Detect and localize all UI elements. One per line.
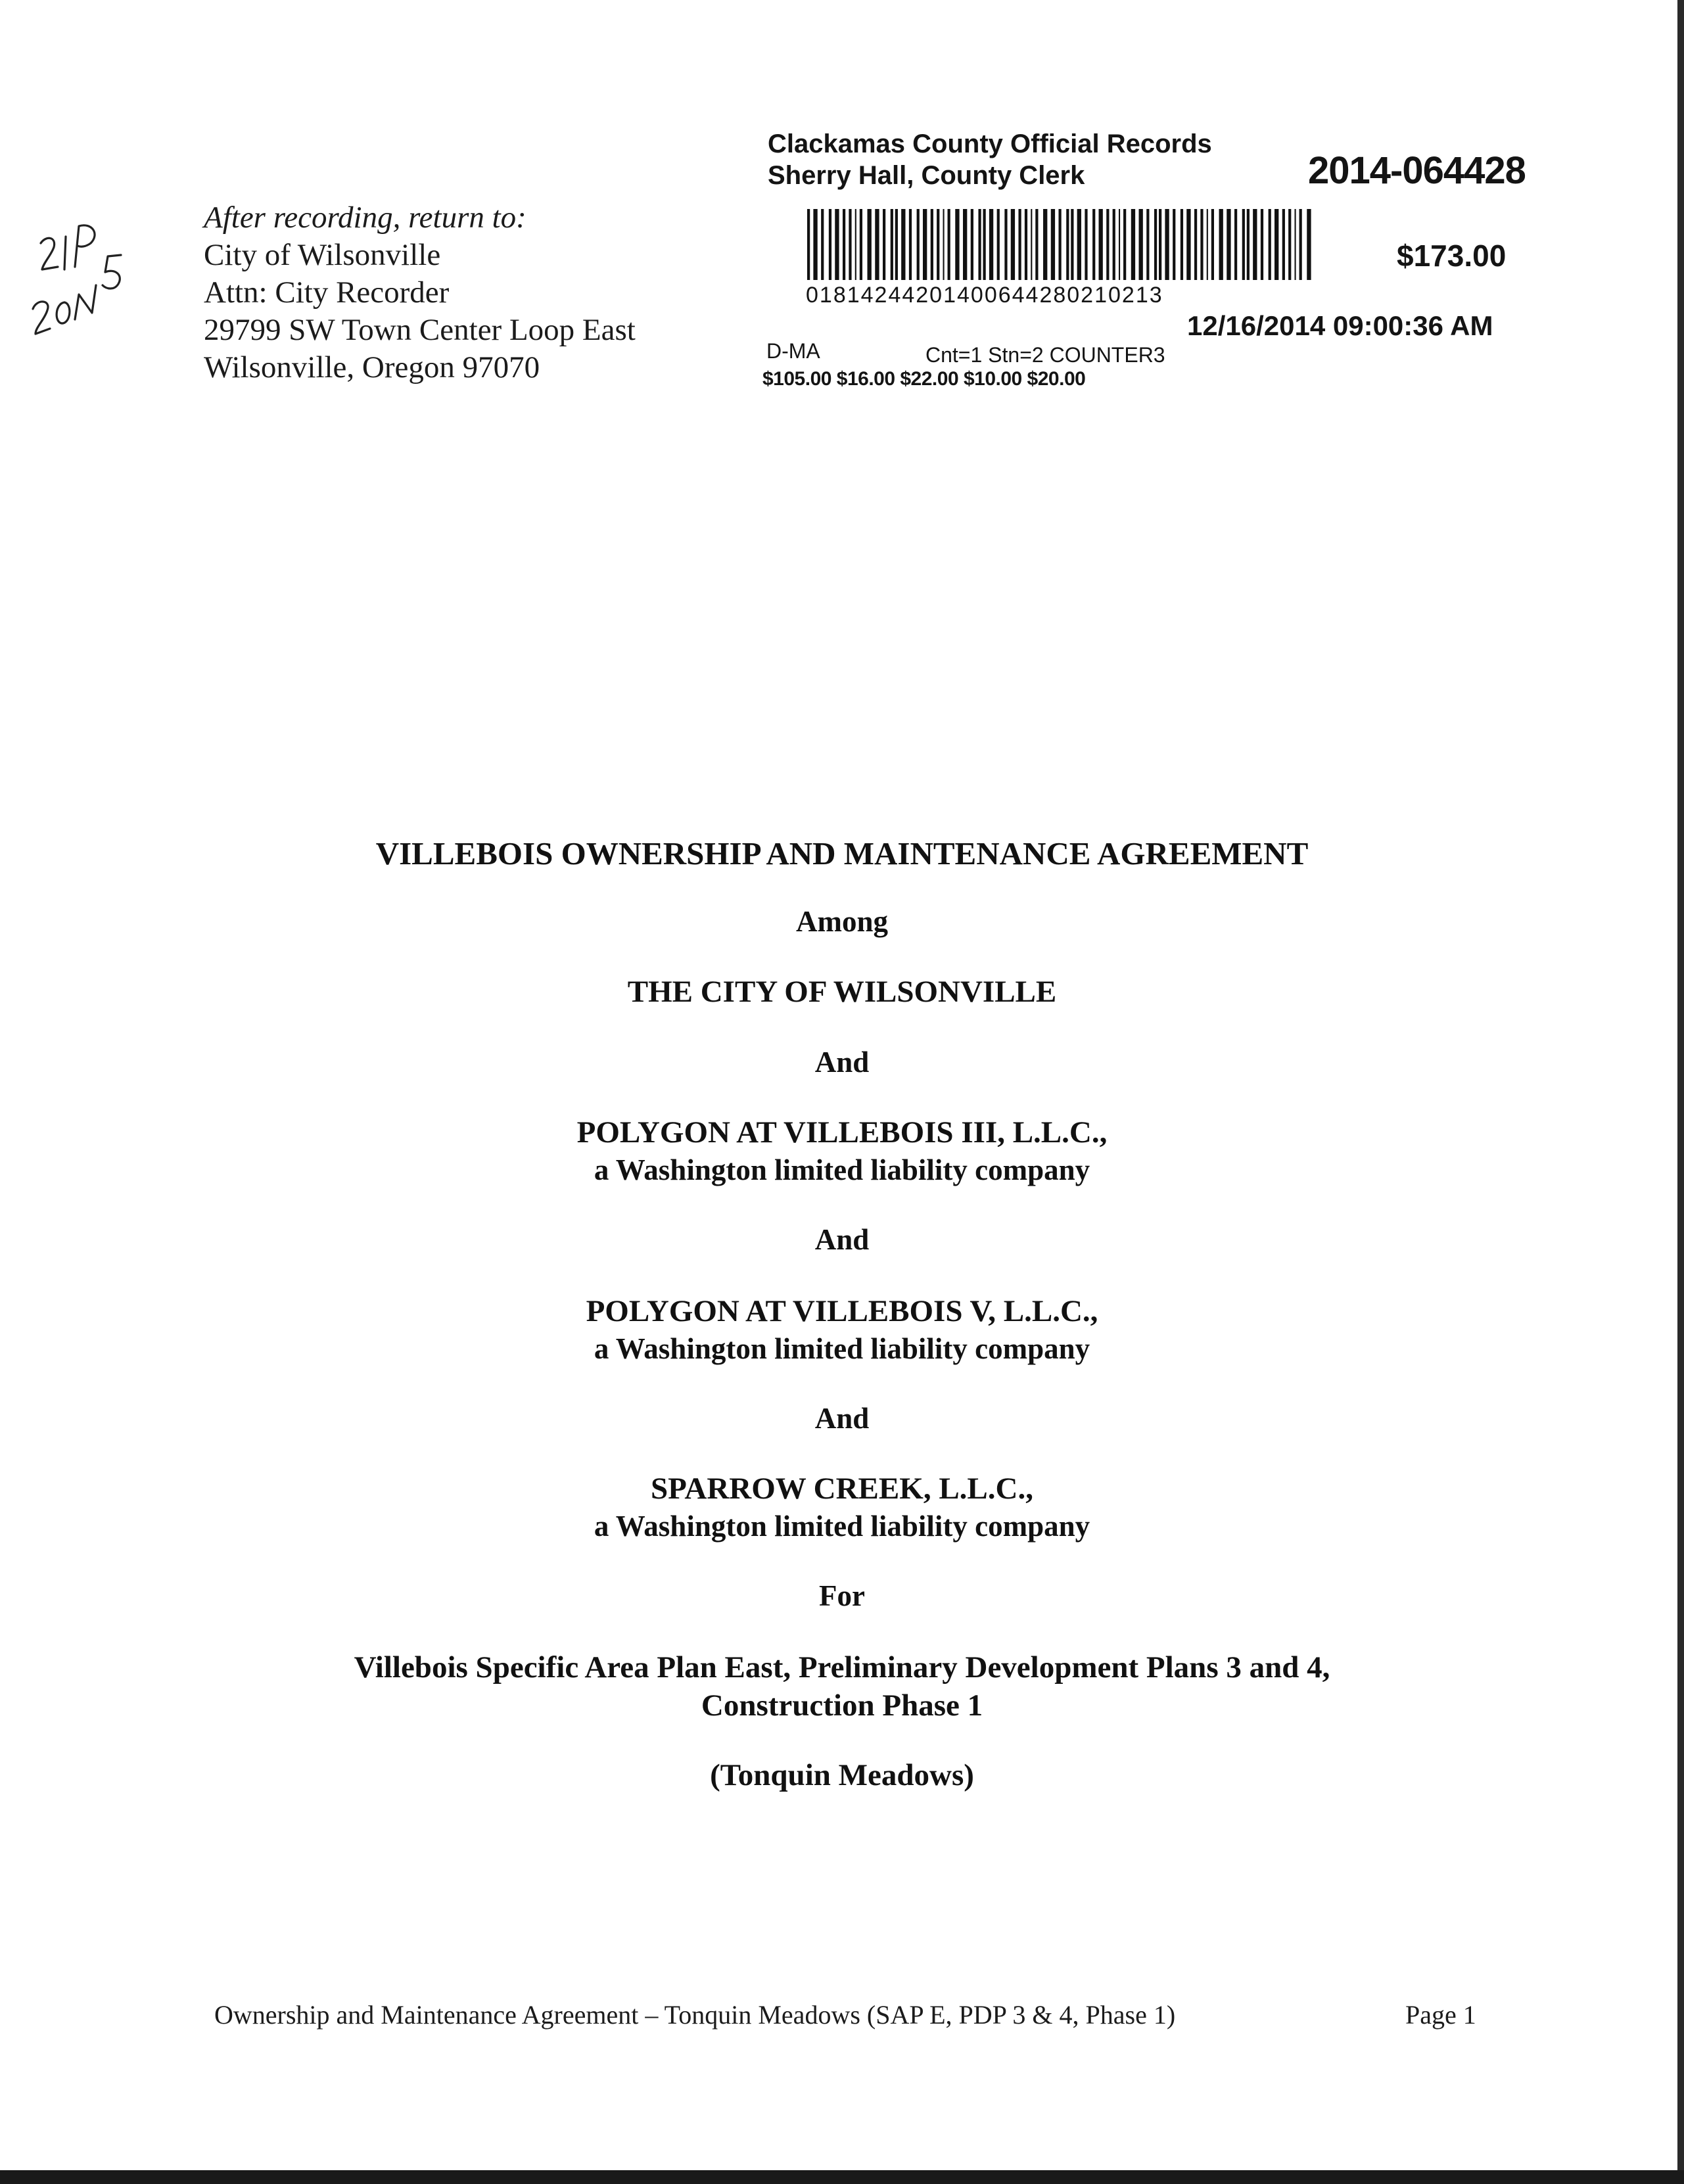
party-sparrow-creek: SPARROW CREEK, L.L.C.,	[651, 1472, 1033, 1506]
page-number: Page 1	[1405, 2000, 1476, 2030]
party-city: THE CITY OF WILSONVILLE	[627, 975, 1057, 1009]
and-label: And	[814, 1223, 870, 1256]
and-label: And	[814, 1402, 870, 1435]
handwritten-note	[32, 217, 137, 342]
party-polygon-v: POLYGON AT VILLEBOIS V, L.L.C.,	[586, 1294, 1098, 1328]
recorded-datetime: 12/16/2014 09:00:36 AM	[1187, 310, 1493, 341]
county-office: Clackamas County Official Records	[768, 129, 1212, 158]
return-heading: After recording, return to:	[204, 200, 526, 235]
and-label: And	[814, 1046, 870, 1079]
fee-breakdown: $105.00 $16.00 $22.00 $10.00 $20.00	[762, 368, 1086, 390]
party-description: a Washington limited liability company	[594, 1153, 1090, 1186]
recording-total: $173.00	[1397, 239, 1507, 273]
return-address	[204, 199, 636, 386]
document-number: 2014-064428	[1308, 149, 1526, 192]
scan-edge	[0, 2170, 1684, 2184]
subject-line: Construction Phase 1	[701, 1688, 983, 1723]
return-line: Attn: City Recorder	[204, 275, 450, 310]
subject-line: Villebois Specific Area Plan East, Preliminary Development Plans 3 and 4,	[354, 1650, 1330, 1684]
among-label: Among	[795, 905, 888, 938]
scan-edge	[1677, 0, 1684, 2184]
document-type-code: D-MA	[766, 339, 820, 363]
party-polygon-iii: POLYGON AT VILLEBOIS III, L.L.C.,	[576, 1115, 1108, 1150]
barcode	[807, 209, 1315, 280]
party-description: a Washington limited liability company	[594, 1510, 1090, 1543]
project-name: (Tonquin Meadows)	[710, 1758, 974, 1792]
counter-info: Cnt=1 Stn=2 COUNTER3	[925, 343, 1165, 367]
agreement-title: VILLEBOIS OWNERSHIP AND MAINTENANCE AGREEMENT	[375, 835, 1309, 871]
party-description: a Washington limited liability company	[594, 1332, 1090, 1365]
return-line: Wilsonville, Oregon 97070	[204, 350, 540, 384]
barcode-number: 01814244201400644280210213	[806, 283, 1163, 308]
footer-caption: Ownership and Maintenance Agreement – Tonquin Meadows (SAP E, PDP 3 & 4, Phase 1)	[214, 2000, 1176, 2030]
for-label: For	[819, 1579, 865, 1612]
return-line: City of Wilsonville	[204, 238, 441, 272]
county-clerk: Sherry Hall, County Clerk	[768, 161, 1085, 190]
return-line: 29799 SW Town Center Loop East	[204, 313, 636, 347]
